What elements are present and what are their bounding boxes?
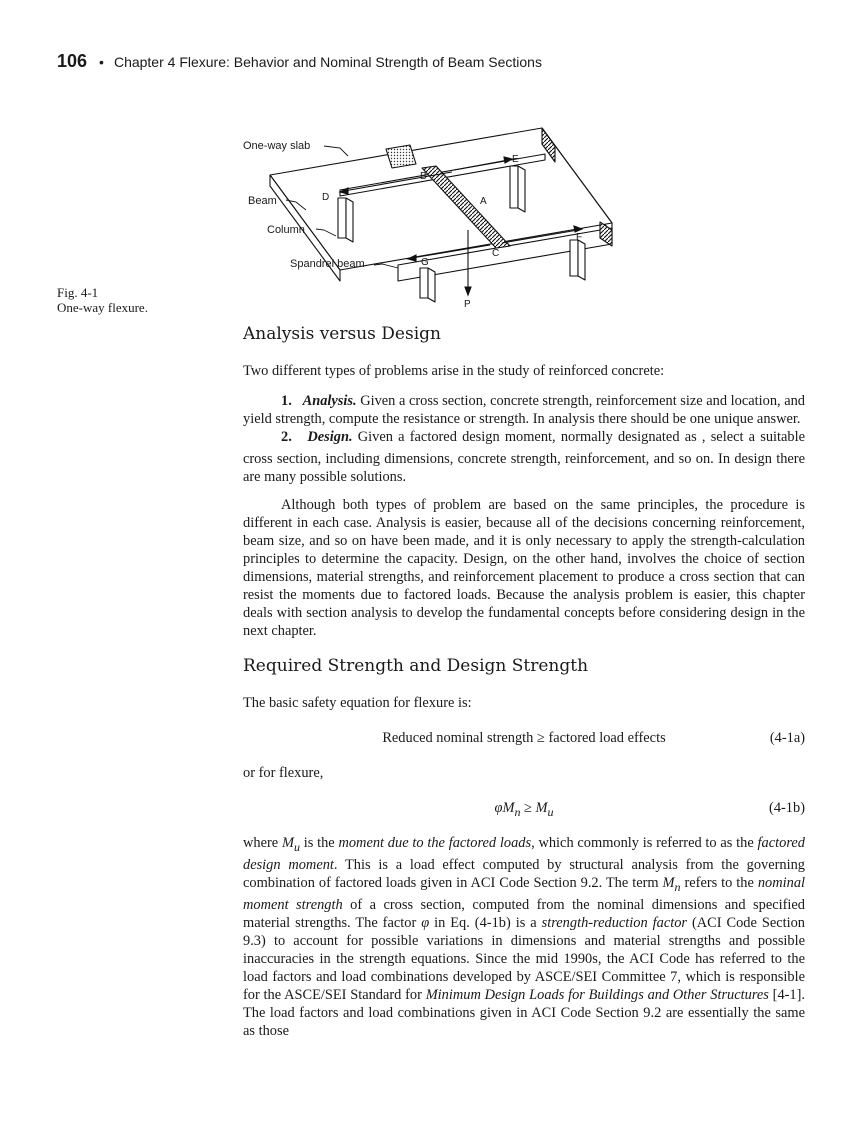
column-f-front [570,240,578,276]
p-b: , which commonly is referred to as the [531,834,758,851]
item2-text-a: Given a factored design moment, normally designated as [352,429,702,445]
p-where: where [243,834,282,851]
header-bullet: • [99,54,104,70]
main-content [243,322,805,1040]
or-for-flexure: or for flexure, [243,764,324,781]
chapter-title: Chapter 4 Flexure: Behavior and Nominal Strength of Beam Sections [113,54,542,70]
p-mu: M [281,834,294,851]
label-a: A [480,196,487,207]
label-c: C [492,248,500,259]
where-paragraph [243,834,805,1040]
p-mn: M [662,874,675,891]
p-h: [4-1]. The load factors and load combinations given in ACI Code Section 9.2 are essentially the same as those [243,986,806,1039]
safety-equation-intro: The basic safety equation for flexure is: [243,694,472,711]
equation-4-1a-number: (4-1a) [769,729,805,746]
label-column: Column [267,224,305,236]
equation-4-1a-body: Reduced nominal strength ≥ factored load effects [382,729,666,746]
p-phi: φ [421,914,430,931]
column-e-side [518,166,525,212]
label-spandrel-beam: Spandrel beam [290,258,365,270]
p-c: . This is a load effect computed by structural analysis from the governing combination of factored loads given in ACI Code Section 9.2. The term [243,856,805,891]
column-d-front [338,198,346,238]
column-g-side [428,268,435,302]
label-one-way-slab: One-way slab [243,140,311,152]
figure-caption-text: One-way flexure. [57,300,148,315]
p-g: (ACI Code Section 9.3) to account for possible variations in dimensions and material strengths and possible inaccuracies in the strength equations. Since the mid 1990s, the ACI Code has referred to the load factors and load combinations developed by ASCE/SEI Committee 7, which is responsible for the ASCE/SEI Standard for [243,914,805,1003]
equation-4-1b-number: (4-1b) [769,799,805,816]
item1-text: Given a cross section, concrete strength, reinforcement size and location, and yield strength, compute the resistance or strength. In analysis there should be one unique answer. [243,393,805,427]
p-a: is the [299,834,339,851]
column-d-side [346,198,353,242]
eq-sub-u: u [547,804,554,819]
eq-geq: ≥ [520,799,536,816]
item2-text-b: , select a suitable cross section, including dimensions, concrete strength, reinforcement, and so on. In design there are many possible solutions. [243,429,806,485]
item2-number: 2. [281,429,292,445]
intro-paragraph: Two different types of problems arise in the study of reinforced concrete: [243,363,665,379]
eq-phi: φ [494,799,503,816]
item-analysis [243,392,805,428]
equation-4-1b [243,799,805,817]
figure-number: Fig. 4-1 [57,285,99,300]
p-moment-due: moment due to the factored loads [338,834,532,851]
figure-caption [57,285,148,315]
p-e: of a cross section, computed from the nominal dimensions and specified material strengths. The factor [243,896,805,931]
label-p: P [464,299,471,310]
column-g-front [420,268,428,298]
slab-strip-top [386,145,416,168]
label-f: F [576,232,583,243]
one-way-flexure-figure [240,118,620,313]
p-nominal: nominal moment strength [243,874,806,913]
item2-title: Design. [307,429,353,445]
heading-analysis-vs-design: Analysis versus Design [243,324,441,344]
page-number: 106 [57,51,88,71]
eq-sub-n: n [514,804,521,819]
column-f-side [578,240,585,280]
running-header [57,51,542,72]
label-b: B [420,171,427,182]
p-f: in Eq. (4-1b) is a [429,914,542,931]
item1-number: 1. [281,393,292,409]
label-beam: Beam [248,195,277,207]
label-e: E [512,154,519,165]
label-d: D [322,192,330,203]
p-factored-design: factored design moment [243,834,805,873]
p-srf: strength-reduction factor [541,914,688,931]
eq-m-u: M [535,799,548,816]
equation-4-1b-body [243,799,805,821]
item1-title: Analysis. [302,393,357,409]
heading-required-strength: Required Strength and Design Strength [243,655,589,676]
label-g: G [421,257,429,268]
column-e-front [510,166,518,208]
p-mu-sub: u [293,839,300,854]
eq-m-n: M [502,799,515,816]
p-mn-sub: n [674,879,681,894]
p-mdl: Minimum Design Loads for Buildings and Other Structures [425,986,769,1003]
item-design [243,428,805,486]
p-d: refers to the [680,874,758,891]
procedure-paragraph: Although both types of problem are based on the same principles, the procedure is different in each case. Analysis is easier, because all of the decisions concerning reinforcement, beam size, and so on have been made, and it is only necessary to apply the strength-calculation principles to determine the capacity. Design, on the other hand, involves the choice of section dimensions, material strengths, and reinforcement placement to produce a cross section that can resist the moments due to factored loads. Because the analysis problem is easier, this chapter deals with section analysis to develop the fundamental concepts before considering design in the next chapter. [243,496,805,639]
equation-4-1a [243,729,805,747]
